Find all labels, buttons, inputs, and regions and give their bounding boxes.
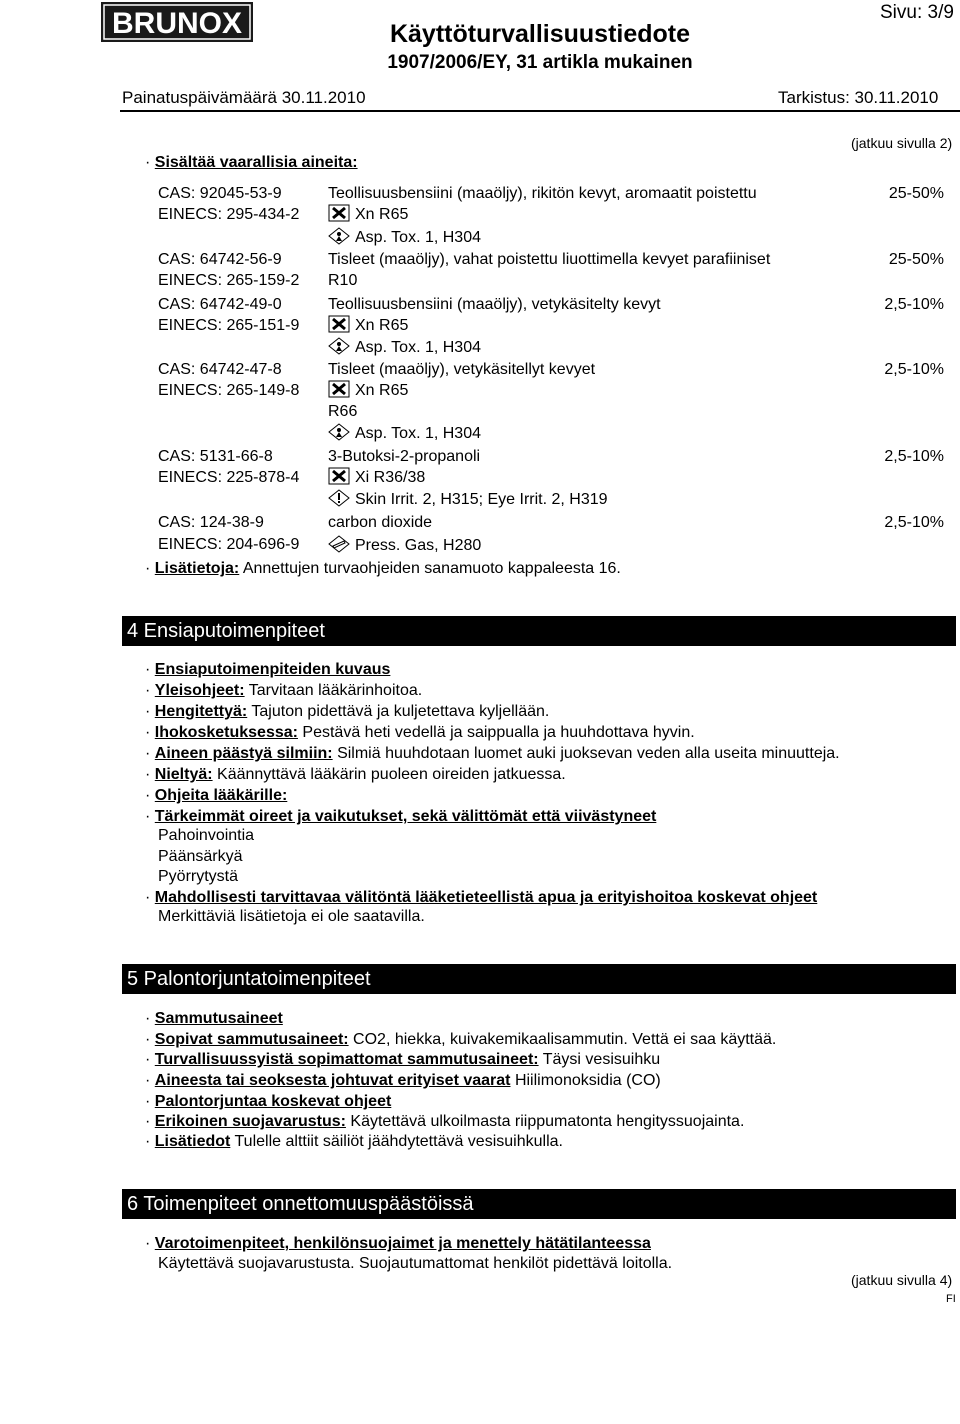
harmful-x-icon <box>328 315 350 333</box>
cas-2: CAS: 64742-49-0 <box>158 296 282 313</box>
substance-name-4: 3-Butoksi-2-propanoli <box>328 448 481 465</box>
cas-4: CAS: 5131-66-8 <box>158 448 273 465</box>
additional-info: · Lisätietoja: Annettujen turvaohjeiden sanamuoto kappaleesta 16. <box>145 560 621 577</box>
s4-treatment-text: Merkittäviä lisätietoja ei ole saatavilla. <box>158 908 425 925</box>
classification-3-extra: R66 <box>328 403 358 420</box>
s4-doctor: · Ohjeita lääkärille: <box>145 787 288 804</box>
einecs-1: EINECS: 265-159-2 <box>158 272 300 289</box>
symptom-2: Päänsärkyä <box>158 848 243 865</box>
einecs-2: EINECS: 265-151-9 <box>158 317 300 334</box>
s4-symptoms: · Tärkeimmät oireet ja vaikutukset, sekä välittömät että viivästyneet <box>145 808 657 825</box>
concentration-4: 2,5-10% <box>884 448 944 465</box>
classification-2: Xn R65 <box>328 315 408 336</box>
continued-from: (jatkuu sivulla 2) <box>851 135 953 151</box>
s5-advice: · Palontorjuntaa koskevat ohjeet <box>145 1093 392 1110</box>
cas-0: CAS: 92045-53-9 <box>158 185 282 202</box>
s5-unsuitable: · Turvallisuussyistä sopimattomat sammutusaineet: Täysi vesisuihku <box>145 1051 661 1068</box>
s6-precautions-text: Käytettävä suojavarustusta. Suojautumattomat henkilöt pidettävä loitolla. <box>158 1255 673 1272</box>
substance-name-1: Tisleet (maaöljy), vahat poistettu liuottimella kevyet parafiiniset <box>328 251 771 268</box>
ghs-classification-5: Press. Gas, H280 <box>328 535 481 556</box>
gas-cylinder-icon <box>328 535 350 553</box>
language-code: FI <box>946 1293 956 1305</box>
s4-description: · Ensiaputoimenpiteiden kuvaus <box>145 661 391 678</box>
einecs-4: EINECS: 225-878-4 <box>158 469 300 486</box>
ghs-classification-0: Asp. Tox. 1, H304 <box>328 227 481 248</box>
ghs-classification-3: Asp. Tox. 1, H304 <box>328 423 481 444</box>
ghs-classification-2: Asp. Tox. 1, H304 <box>328 337 481 358</box>
revision-date: Tarkistus: 30.11.2010 <box>778 88 939 107</box>
s4-general: · Yleisohjeet: Tarvitaan lääkärinhoitoa. <box>145 682 423 699</box>
substance-name-0: Teollisuusbensiini (maaöljy), rikitön kevyt, aromaatit poistettu <box>328 185 757 202</box>
s4-inhalation: · Hengitettyä: Tajuton pidettävä ja kuljetettava kyljellään. <box>145 703 550 720</box>
concentration-2: 2,5-10% <box>884 296 944 313</box>
einecs-3: EINECS: 265-149-8 <box>158 382 300 399</box>
einecs-5: EINECS: 204-696-9 <box>158 536 300 553</box>
substance-name-2: Teollisuusbensiini (maaöljy), vetykäsitelty kevyt <box>328 296 661 313</box>
harmful-x-icon <box>328 380 350 398</box>
print-date: Painatuspäivämäärä 30.11.2010 <box>122 88 366 107</box>
cas-3: CAS: 64742-47-8 <box>158 361 282 378</box>
health-hazard-icon <box>328 423 350 441</box>
classification-1: R10 <box>328 272 358 289</box>
concentration-5: 2,5-10% <box>884 514 944 531</box>
document-title: Käyttöturvallisuustiedote <box>389 20 691 48</box>
s4-eyes: · Aineen päästyä silmiin: Silmiä huuhdotaan luomet auki juoksevan veden alla useita minuutteja. <box>145 745 840 762</box>
section-4-title: 4 Ensiaputoimenpiteet <box>122 616 956 646</box>
symptom-3: Pyörrytystä <box>158 868 239 885</box>
header-rule <box>120 110 960 112</box>
document-subtitle: 1907/2006/EY, 31 artikla mukainen <box>387 52 693 73</box>
section-6-title: 6 Toimenpiteet onnettomuuspäästöissä <box>122 1189 956 1219</box>
logo-text: BRUNOX <box>111 7 243 40</box>
concentration-1: 25-50% <box>888 251 944 268</box>
classification-4: Xi R36/38 <box>328 467 425 488</box>
hazardous-heading: · Sisältää vaarallisia aineita: <box>145 154 358 171</box>
classification-3: Xn R65 <box>328 380 408 401</box>
s5-suitable: · Sopivat sammutusaineet: CO2, hiekka, kuivakemikaalisammutin. Vettä ei saa käyttää. <box>145 1031 777 1048</box>
substance-name-3: Tisleet (maaöljy), vetykäsitellyt kevyet <box>328 361 596 378</box>
harmful-x-icon <box>328 204 350 222</box>
continued-to: (jatkuu sivulla 4) <box>851 1272 953 1288</box>
page-number: Sivu: 3/9 <box>880 2 954 23</box>
health-hazard-icon <box>328 227 350 245</box>
s5-media: · Sammutusaineet <box>145 1010 283 1027</box>
classification-0: Xn R65 <box>328 204 408 225</box>
health-hazard-icon <box>328 337 350 355</box>
s4-ingestion: · Nieltyä: Käännyttävä lääkärin puoleen oireiden jatkuessa. <box>145 766 566 783</box>
irritant-x-icon <box>328 467 350 485</box>
concentration-0: 25-50% <box>888 185 944 202</box>
einecs-0: EINECS: 295-434-2 <box>158 206 300 223</box>
section-5-title: 5 Palontorjuntatoimenpiteet <box>122 964 956 994</box>
cas-5: CAS: 124-38-9 <box>158 514 264 531</box>
s5-hazards: · Aineesta tai seoksesta johtuvat erityiset vaarat Hiilimonoksidia (CO) <box>145 1072 661 1089</box>
s4-skin: · Ihokosketuksessa: Pestävä heti vedellä ja saippualla ja huuhdottava hyvin. <box>145 724 695 741</box>
cas-1: CAS: 64742-56-9 <box>158 251 282 268</box>
symptom-1: Pahoinvointia <box>158 827 255 844</box>
ghs-classification-4: Skin Irrit. 2, H315; Eye Irrit. 2, H319 <box>328 489 608 510</box>
s5-additional: · Lisätiedot Tulelle alttiit säiliöt jäähdytettävä vesisuihkulla. <box>145 1133 563 1150</box>
s6-precautions: · Varotoimenpiteet, henkilönsuojaimet ja menettely hätätilanteessa <box>145 1235 651 1252</box>
s4-treatment: · Mahdollisesti tarvittavaa välitöntä lääketieteellistä apua ja erityishoitoa koskevat ohjeet <box>145 889 818 906</box>
exclamation-icon <box>328 489 350 507</box>
concentration-3: 2,5-10% <box>884 361 944 378</box>
s5-equipment: · Erikoinen suojavarustus: Käytettävä ulkoilmasta riippumatonta hengityssuojainta. <box>145 1113 745 1130</box>
substance-name-5: carbon dioxide <box>328 514 433 531</box>
